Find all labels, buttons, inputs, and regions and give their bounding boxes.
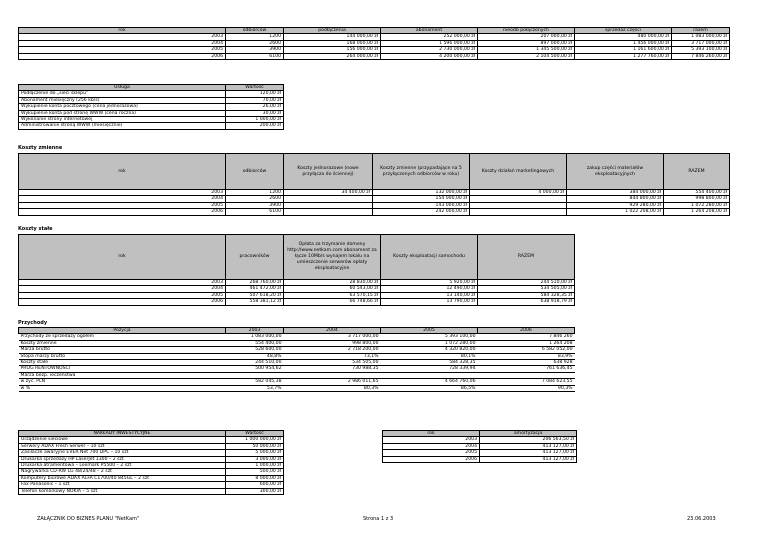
- table5-cell: 4 320 820,00: [381, 347, 478, 353]
- table4-header-3: Koszty eksploatacji samochodu: [381, 235, 478, 280]
- table5-cell: 5 393 100,00: [381, 334, 478, 340]
- table4-cell: 60 543,00 zł: [284, 286, 381, 292]
- table4-cell: 638 918,79 zł: [478, 299, 575, 305]
- table2-cell: 200,00 zł: [226, 123, 284, 129]
- table4-cell: 2004: [19, 286, 226, 292]
- table5-cell: Koszty stałe: [19, 360, 226, 366]
- table3-cell: 3900: [226, 202, 284, 208]
- table6-cell: Drukarka atramentowa – Lexmark P5500 – 2 szt: [19, 463, 226, 469]
- table1-header-1: odbiorców: [226, 28, 284, 34]
- table1-cell: 2003: [19, 34, 226, 40]
- table6-cell: Nagrywarka CD-RW LG 48/24/48 – 2 szt: [19, 469, 226, 475]
- table3-cell: 242 000,00 zł: [373, 209, 470, 215]
- table4-cell: 12 490,00 zł: [381, 286, 478, 292]
- table1-cell: 2 104 500,00 zł: [478, 53, 575, 59]
- table3-cell: 1 264 208,00 zł: [664, 209, 730, 215]
- table5-cell: w %: [19, 385, 226, 391]
- table4-cell: 5 920,00 zł: [381, 280, 478, 286]
- table5-cell: 638 928: [478, 360, 575, 366]
- table1-cell: 480 000,00 zł: [575, 34, 672, 40]
- table5-header-3: 2005: [381, 328, 478, 334]
- table5-cell: 2 986 011,65: [284, 379, 381, 385]
- table5-cell: 584 328,35: [381, 360, 478, 366]
- table2-cell: Administrowanie stroną WWW (miesięcznie): [19, 123, 226, 129]
- table5-cell: Koszty zmienne: [19, 340, 226, 346]
- table1-cell: 5 393 100,00 zł: [672, 47, 730, 53]
- table3-cell: 6100: [226, 209, 284, 215]
- table1-cell: 207 000,00 zł: [478, 34, 575, 40]
- table3-cell: 844 800,00 zł: [567, 196, 664, 202]
- table1-cell: 156 000,00 zł: [284, 47, 381, 53]
- table6-cell: 600,00 zł: [226, 482, 284, 488]
- table-row: [383, 456, 577, 462]
- table5-cell: 73,1%: [284, 353, 381, 359]
- table1-cell: 2600: [226, 40, 284, 46]
- table1-cell: 1200: [226, 34, 284, 40]
- table3-header-5: zakup części materiałów eksploatacyjnych: [567, 154, 664, 190]
- table7-cell: 413 127,00 zł: [480, 450, 577, 456]
- table3-header-6: RAZEM: [664, 154, 730, 190]
- table4-cell: 2003: [19, 280, 226, 286]
- table1-header-4: nieodb połączonych: [478, 28, 575, 34]
- table3-cell: 1 022 208,00 zł: [567, 209, 664, 215]
- table5-cell: 2 718 200,00: [284, 347, 381, 353]
- services-price-table: [18, 84, 284, 130]
- table7-cell: 2005: [383, 450, 480, 456]
- table4-header-4: RAZEM: [478, 235, 575, 280]
- table4-cell: 558 381,12 zł: [226, 299, 284, 305]
- table2-cell: Wykupienie konta pod stronę WWW (cena roczna): [19, 110, 226, 116]
- table5-cell: 4 664 760,06: [381, 379, 478, 385]
- table6-cell: Urządzenie sieciowe: [19, 437, 226, 443]
- table1-cell: 144 000,00 zł: [284, 34, 381, 40]
- fixed-costs-title: Koszty stałe: [18, 226, 53, 232]
- table2-cell: Abonament miesięczny (256 kb/s): [19, 97, 226, 103]
- table5-cell: 554 400,00: [226, 340, 284, 346]
- table-row: [19, 299, 575, 305]
- table4-cell: 63 570,15 zł: [284, 292, 381, 298]
- table1-cell: 2006: [19, 53, 226, 59]
- table4-cell: 268 760,00 zł: [226, 280, 284, 286]
- table4-cell: 507 618,20 zł: [226, 292, 284, 298]
- table3-cell: 132 000,00 zł: [373, 190, 470, 196]
- table6-cell: Komputery biurowe ADAX ALFA C1700/40 845GL – 2 szt: [19, 475, 226, 481]
- table2-cell: 70,00 zł: [226, 97, 284, 103]
- table3-cell: 4 000,00 zł: [470, 190, 567, 196]
- table5-cell: 80,3%: [284, 385, 381, 391]
- table6-cell: 5 000,00 zł: [226, 450, 284, 456]
- table2-header-0: Usługa: [19, 85, 226, 91]
- table3-cell: 1 072 280,00 zł: [664, 202, 730, 208]
- table4-cell: 2006: [19, 299, 226, 305]
- table5-header-2: 2004: [284, 328, 381, 334]
- table7-cell: 413 127,00 zł: [480, 443, 577, 449]
- table1-cell: 2005: [19, 47, 226, 53]
- table3-header-4: Koszty działań marketingowych: [470, 154, 567, 190]
- table1-cell: 264 000,00 zł: [284, 53, 381, 59]
- table7-cell: 2004: [383, 443, 480, 449]
- table2-cell: 26,00 zł: [226, 104, 284, 110]
- table4-cell: 13 790,00 zł: [381, 299, 478, 305]
- footer-date: 23.06.2003: [687, 516, 716, 522]
- table4-header-1: pracowników: [226, 235, 284, 280]
- table3-cell: 998 800,00 zł: [664, 196, 730, 202]
- table1-cell: 1 277 760,00 zł: [575, 53, 672, 59]
- table4-cell: 2005: [19, 292, 226, 298]
- table4-cell: 28 830,00 zł: [284, 280, 381, 286]
- table1-cell: 252 000,00 zł: [381, 34, 478, 40]
- table-row: [19, 488, 284, 494]
- table5-cell: 83,9%: [478, 353, 575, 359]
- table6-header-1: Wartość: [226, 431, 284, 437]
- footer-left: ZAŁĄCZNIK DO BIZNES PLANU "NetKam": [37, 516, 140, 522]
- table6-cell: 1 000 000,00 zł: [226, 437, 284, 443]
- table5-cell: 1 072 280,00: [381, 340, 478, 346]
- table3-header-0: rok: [19, 154, 226, 190]
- revenue-summary-title: Przychody: [18, 320, 48, 326]
- table6-cell: Zasilacze awaryjne EVER Net 700 DPC – 10 szt: [19, 450, 226, 456]
- table5-cell: 528 600,00: [226, 347, 284, 353]
- table4-cell: 66 748,66 zł: [284, 299, 381, 305]
- table5-cell: PROG RENTOWNOŚCI: [19, 366, 226, 372]
- table1-header-0: rok: [19, 28, 226, 34]
- table2-cell: Podłączenie do „sieci sklepu”: [19, 91, 226, 97]
- table1-cell: 2 730 000,00 zł: [381, 47, 478, 53]
- table4-cell: 244 510,00 zł: [478, 280, 575, 286]
- table5-cell: 582 045,38: [226, 379, 284, 385]
- table4-cell: 461 472,00 zł: [226, 286, 284, 292]
- table1-cell: 1 596 000,00 zł: [381, 40, 478, 46]
- table3-cell: 2006: [19, 209, 226, 215]
- table7-cell: 2003: [383, 437, 480, 443]
- table5-cell: Przychody ze sprzedaży ogółem: [19, 334, 226, 340]
- table3-cell: 2600: [226, 196, 284, 202]
- table5-cell: w zyc. PLN: [19, 379, 226, 385]
- table5-cell: Stopa marży brutto: [19, 353, 226, 359]
- table1-cell: 168 000,00 zł: [284, 40, 381, 46]
- table5-cell: 7 084 623,55: [478, 379, 575, 385]
- table6-cell: Telefon komórkowy NOKIA – 5 szt: [19, 488, 226, 494]
- table6-cell: 500,00 zł: [226, 469, 284, 475]
- table5-cell: 998 800,00: [284, 340, 381, 346]
- table4-cell: 534 505,00 zł: [478, 286, 575, 292]
- table4-cell: 584 328,35 zł: [478, 292, 575, 298]
- table3-cell: [470, 209, 567, 215]
- table5-cell: 7 846 260: [478, 334, 575, 340]
- footer-page-number: Strona 1 z 3: [363, 516, 394, 522]
- table1-cell: 1 083 000,00 zł: [672, 34, 730, 40]
- table-row: [19, 123, 284, 129]
- table1-cell: 6100: [226, 53, 284, 59]
- table5-cell: 80,1%: [381, 353, 478, 359]
- revenue-summary-section: [18, 320, 575, 392]
- table2-cell: Wykupienie konta pocztowego (cena jednorazowa): [19, 104, 226, 110]
- table5-cell: 728 339,94: [381, 366, 478, 372]
- table4-header-0: rok: [19, 235, 226, 280]
- table7-header-0: rok: [383, 431, 480, 437]
- table5-cell: 730 988,35: [284, 366, 381, 372]
- table5-cell: Marża brutto: [19, 347, 226, 353]
- table5-cell: 761 636,45: [478, 366, 575, 372]
- table6-header-0: NAKŁADY INWESTYCYJNE: [19, 431, 226, 437]
- table6-cell: Drukarka sprzedaży HP LaserJet 1300 – 2 szt: [19, 456, 226, 462]
- table6-cell: 50 000,00 zł: [226, 443, 284, 449]
- table-row: [19, 53, 730, 59]
- table5-cell: 244 510,00: [226, 360, 284, 366]
- table5-header-4: 2006: [478, 328, 575, 334]
- table5-cell: 3 717 000,00: [284, 334, 381, 340]
- table7-header-1: amortyzacja: [480, 431, 577, 437]
- table1-cell: 1 161 600,00 zł: [575, 47, 672, 53]
- table3-cell: 2005: [19, 202, 226, 208]
- table5-header-0: Pozycja: [19, 328, 226, 334]
- fixed-costs-section: [18, 226, 575, 306]
- table7-cell: 206 563,50 zł: [480, 437, 577, 443]
- table6-cell: 8 000,00 zł: [226, 475, 284, 481]
- table3-cell: 1200: [226, 190, 284, 196]
- table6-cell: 300,00 zł: [226, 488, 284, 494]
- revenue-table: [18, 27, 730, 60]
- table5-cell: 500 954,62: [226, 366, 284, 372]
- table1-cell: 7 846 260,00 zł: [672, 53, 730, 59]
- variable-costs-section: [18, 145, 730, 216]
- table1-header-5: sprzedaż części: [575, 28, 672, 34]
- table3-cell: 384 000,00 zł: [567, 190, 664, 196]
- table5-cell: 90,3%: [478, 385, 575, 391]
- table2-header-1: Wartość: [226, 85, 284, 91]
- table1-cell: 3900: [226, 47, 284, 53]
- table7-cell: 2006: [383, 456, 480, 462]
- table3-cell: 2004: [19, 196, 226, 202]
- table4-cell: 13 140,00 zł: [381, 292, 478, 298]
- investment-table: [18, 430, 284, 495]
- table3-header-2: Koszty jednorazowe (nowe przyłącza do ściennej): [284, 154, 373, 190]
- table3-header-1: odbiorców: [226, 154, 284, 190]
- table5-cell: 534 505,00: [284, 360, 381, 366]
- table5-cell: 48,8%: [226, 353, 284, 359]
- table1-cell: 897 000,00 zł: [478, 40, 575, 46]
- table3-cell: 34 400,00 zł: [284, 190, 373, 196]
- table3-cell: 154 000,00 zł: [373, 196, 470, 202]
- table5-cell: 1 264 208: [478, 340, 575, 346]
- table5-cell: Marża bezp. ieczeństwa: [19, 372, 226, 378]
- table1-cell: 3 717 000,00 zł: [672, 40, 730, 46]
- table3-cell: [284, 209, 373, 215]
- table2-cell: 1 000,00 zł: [226, 117, 284, 123]
- table3-cell: 554 400,00 zł: [664, 190, 730, 196]
- table5-cell: 6 582 052,00: [478, 347, 575, 353]
- table5-header-1: 2003: [226, 328, 284, 334]
- table6-cell: 3 000,00 zł: [226, 456, 284, 462]
- table5-cell: 53,7%: [226, 385, 284, 391]
- table1-cell: 4 200 000,00 zł: [381, 53, 478, 59]
- table2-cell: 120,00 zł: [226, 91, 284, 97]
- table5-cell: 1 083 000,00: [226, 334, 284, 340]
- table1-cell: 1 345 500,00 zł: [478, 47, 575, 53]
- table1-header-3: abonament: [381, 28, 478, 34]
- table1-cell: 2004: [19, 40, 226, 46]
- table-row: [19, 209, 730, 215]
- table1-header-2: podłączenia: [284, 28, 381, 34]
- depreciation-table: [382, 430, 577, 463]
- table5-cell: 86,5%: [381, 385, 478, 391]
- table3-cell: 143 000,00 zł: [373, 202, 470, 208]
- table6-cell: Serwery ADAX Fresh Serwer – 10 szt: [19, 443, 226, 449]
- table-row: [19, 385, 575, 391]
- table1-header-6: razem: [672, 28, 730, 34]
- table1-cell: 1 456 000,00 zł: [575, 40, 672, 46]
- table2-cell: Wykonanie strony internetowej: [19, 117, 226, 123]
- table3-cell: 929 280,00 zł: [567, 202, 664, 208]
- table7-cell: 413 127,00 zł: [480, 456, 577, 462]
- table6-cell: 1 000,00 zł: [226, 463, 284, 469]
- table2-cell: 30,00 zł: [226, 110, 284, 116]
- table3-header-3: Koszty zmienne (przypadające na 5 przyłączonych odbiorców w roku): [373, 154, 470, 190]
- variable-costs-title: Koszty zmienne: [18, 145, 63, 151]
- table4-header-2: Opłata za trzymanie domeny http://www.netkam.com abonament za łącze 10Mb/s wynajem lokalu na umieszczenie serwerów opłaty eksploatacyjne: [284, 235, 381, 280]
- table6-cell: Fax Panasonic – 1 szt: [19, 482, 226, 488]
- table3-cell: 2003: [19, 190, 226, 196]
